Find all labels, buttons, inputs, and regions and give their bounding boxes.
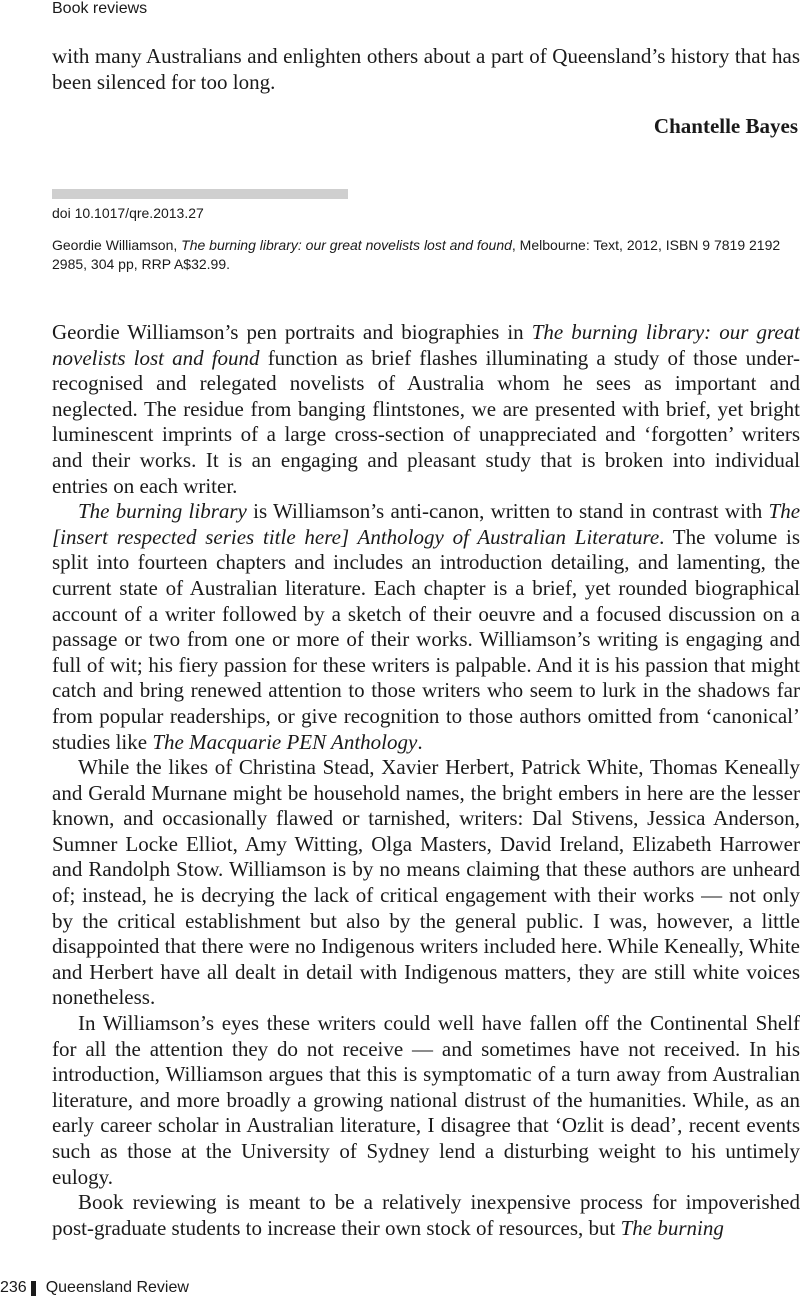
review-body: [52, 320, 800, 1241]
p2-title-1: The burning library: [78, 499, 247, 524]
p5-title: The burning: [620, 1215, 724, 1240]
continued-paragraph: [52, 44, 800, 95]
running-head: Book reviews: [52, 0, 148, 17]
paragraph-2: [52, 499, 800, 755]
citation-author: Geordie Williamson,: [52, 237, 178, 253]
p1-text-b: function as brief flashes illuminating a study of those under-recognised and relegated novelists of Australia whom he sees as important and neglected. The residue from banging flintstones, we are presented with brief, yet bright luminescent imprints of a large cross-section of unappreciated and ‘forgotten’ writers and their works. It is an engaging and pleasant study that is broken into individual entries on each writer.: [52, 345, 800, 498]
journal-name: Queensland Review: [45, 1279, 189, 1296]
top-paragraph: with many Australians and enlighten others about a part of Queensland’s history that has been silenced for too long.: [52, 44, 800, 94]
citation-details: , Melbourne: Text, 2012, ISBN 9 7819 2192 2985, 304 pp, RRP A$32.99.: [52, 237, 781, 272]
doi-line: doi 10.1017/qre.2013.27: [52, 205, 204, 221]
p1-text-a: Geordie Williamson’s pen portraits and biographies in: [52, 320, 532, 344]
paragraph-5: [52, 1190, 800, 1241]
paragraph-1: [52, 320, 800, 499]
p2-text-a: is Williamson’s anti-canon, written to stand in contrast with: [246, 499, 769, 524]
paragraph-4: In Williamson’s eyes these writers could well have fallen off the Continental Shelf for all the attention they do not receive — and sometimes have not received. In his introduction, Williamson argues that this is symptomatic of a turn away from Australian literature, and more broadly a growing national distrust of the humanities. While, as an early career scholar in Australian literature, I disagree that ‘Ozlit is dead’, recent events such as those at the University of Sydney lend a disturbing weight to his untimely eulogy.: [52, 1011, 800, 1189]
section-divider: [52, 189, 348, 199]
p2-text-c: .: [417, 729, 423, 754]
reviewer-signature: Chantelle Bayes: [653, 114, 798, 138]
book-citation: [52, 236, 800, 274]
p2-title-2: The [insert respected series title here] Anthology of Australian Literature: [52, 499, 800, 549]
footer-bar: [31, 1281, 36, 1296]
p2-text-b: . The volume is split into fourteen chapters and includes an introduction detailing, and lamenting, the current state of Australian literature. Each chapter is a brief, yet rounded biographical account of a writer followed by a sketch of their oeuvre and a focused discussion on a passage or two from one or more of their works. Williamson’s writing is engaging and full of wit; his fiery passion for these writers is palpable. And it is his passion that might catch and bring renewed attention to those writers who seem to lurk in the shadows far from popular readerships, or give recognition to those authors omitted from ‘canonical’ studies like: [52, 524, 800, 754]
paragraph-3: While the likes of Christina Stead, Xavier Herbert, Patrick White, Thomas Keneally and Gerald Murnane might be household names, the bright embers in here are the lesser known, and occasionally flawed or tarnished, writers: Dal Stivens, Jessica Anderson, Sumner Locke Elliot, Amy Witting, Olga Masters, David Ireland, Elizabeth Harrower and Randolph Stow. Williamson is by no means claiming that these authors are unheard of; instead, he is decrying the lack of critical engagement with their works — not only by the critical establishment but also by the general public. I was, however, a little disappointed that there were no Indigenous writers included here. While Keneally, White and Herbert have all dealt in detail with Indigenous matters, they are still white voices nonetheless.: [52, 755, 800, 1010]
p1-title: The burning library: our great novelists lost and found: [52, 320, 800, 370]
page-footer: [0, 1278, 189, 1298]
p5-text-a: Book reviewing is meant to be a relatively inexpensive process for impoverished post-graduate students to increase their own stock of resources, but: [52, 1190, 800, 1240]
p2-title-3: The Macquarie PEN Anthology: [152, 729, 418, 754]
citation-title: The burning library: our great novelists lost and found: [181, 237, 512, 253]
page-number: 236: [0, 1279, 27, 1296]
